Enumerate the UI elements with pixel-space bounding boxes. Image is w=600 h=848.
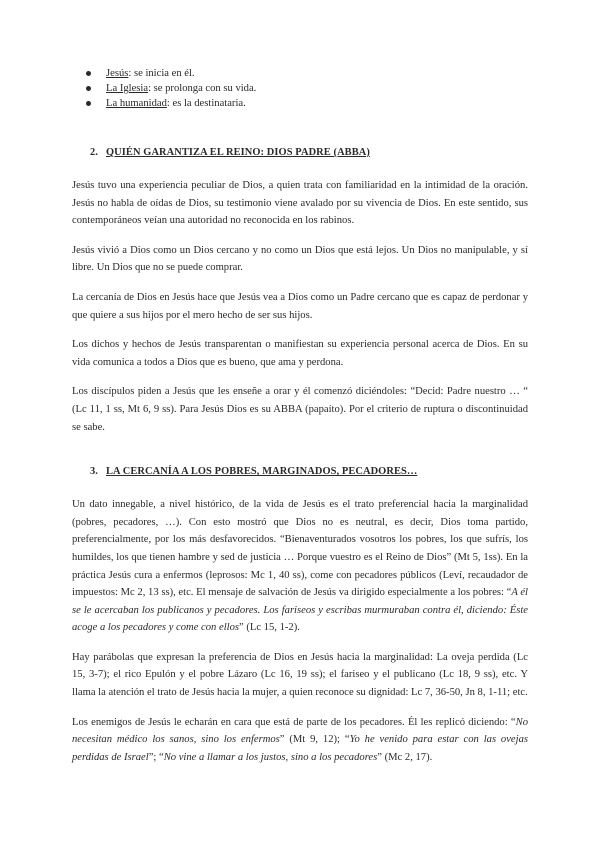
paragraph-text: Un dato innegable, a nivel histórico, de la vida de Jesús es el trato preferencial hacia la marginalidad (pobres, pecadores, …). Con esto mostró que Dios no es neutral, es decir, Dios toma partido, preferencialmente, por los más desfavorecidos. “Bienaventurados vosotros los pobres, los que sufrís, los humildes, los que tienen hambre y sed de justicia … Porque vuestro es el Reino de Dios” (Mt 5, 1ss). En la práctica Jesús cura a enfermos (leprosos: Mc 1, 40 ss), come con pecadores públicos (Leví, recaudador de impuestos: Mc 2, 13 ss), etc. El mensaje de salvación de Jesús va dirigido especialmente a los pobres: “ bbox=[72, 499, 528, 599]
section-title: QUIÉN GARANTIZA EL REINO: DIOS PADRE (ABBA) bbox=[106, 147, 370, 158]
bullet-term: La humanidad bbox=[106, 98, 167, 109]
quote-text: Yo he venido para estar con las ovejas perdidas de Israel bbox=[72, 734, 528, 763]
paragraph: Jesús tuvo una experiencia peculiar de Dios, a quien trata con familiaridad en la intimidad de la oración. Jesús no habla de oídas de Dios, su testimonio viene avalado por su vivencia de Dios. En este sentido, sus contemporáneos veían una autoridad no reconocida en los rabinos. bbox=[72, 180, 528, 227]
bullet-text: : se prolonga con su vida. bbox=[148, 83, 257, 94]
paragraph: La cercanía de Dios en Jesús hace que Jesús vea a Dios como un Padre cercano que es capaz de perdonar y que quiere a sus hijos por el mero hecho de ser sus hijos. bbox=[72, 291, 528, 321]
bullet-list bbox=[86, 66, 528, 111]
paragraph-text: ” (Mc 2, 17). bbox=[377, 751, 433, 763]
paragraph: Los dichos y hechos de Jesús transparentan o manifiestan su experiencia personal acerca de Dios. En su vida comunica a todos a Dios que es bueno, que ama y perdona. bbox=[72, 339, 528, 368]
bullet-text: : se inicia en él. bbox=[128, 68, 195, 79]
bullet-icon bbox=[86, 86, 91, 91]
section-title: LA CERCANÍA A LOS POBRES, MARGINADOS, PECADORES… bbox=[106, 466, 418, 478]
paragraph: Hay parábolas que expresan la preferencia de Dios en Jesús hacia la marginalidad: La oveja perdida (Lc 15, 3-7); el rico Epulón y el pobre Lázaro (Lc 16, 19 ss); el fariseo y el publicano (Lc 18, 9 ss), etc. Y llama la atención el trato de Jesús hacia la mujer, a quien reconoce su dignidad: Lc 7, 36-50, Jn 8, 1-11; etc. bbox=[72, 651, 528, 699]
paragraph-text: ” (Mt 9, 12); “ bbox=[279, 734, 350, 746]
bullet-text: : es la destinataria. bbox=[166, 98, 246, 109]
paragraph bbox=[72, 714, 528, 767]
paragraph-text: ” (Lc 15, 1-2). bbox=[239, 622, 300, 634]
section-heading-3 bbox=[72, 466, 528, 477]
list-item bbox=[86, 96, 528, 111]
paragraph-text: Los enemigos de Jesús le echarán en cara que está de parte de los pecadores. Él les replicó diciendo: “ bbox=[72, 716, 516, 728]
quote-text: No necesitan médico los sanos, sino los enfermos bbox=[72, 716, 528, 746]
section-number: 2. bbox=[90, 147, 98, 158]
list-item bbox=[86, 81, 528, 96]
bullet-icon bbox=[86, 71, 91, 76]
section-number: 3. bbox=[90, 466, 98, 478]
paragraph: Los discípulos piden a Jesús que les enseñe a orar y él comenzó diciéndoles: “Decid: Padre nuestro … “ (Lc 11, 1 ss, Mt 6, 9 ss). Para Jesús Dios es su ABBA (papaíto). Por el criterio de ruptura o discontinuidad se sabe. bbox=[72, 386, 528, 433]
paragraph bbox=[72, 496, 528, 637]
bullet-term: La Iglesia bbox=[106, 83, 149, 94]
bullet-term: Jesús bbox=[106, 68, 129, 79]
quote-text: A él se le acercaban los publicanos y pecadores. Los fariseos y escribas murmuraban contra él, diciendo: Éste acoge a los pecadores y come con ellos bbox=[72, 587, 528, 634]
bullet-icon bbox=[86, 101, 91, 106]
paragraph: Jesús vivió a Dios como un Dios cercano y no como un Dios que está lejos. Un Dios no manipulable, y sí libre. Un Dios que no se puede comprar. bbox=[72, 244, 528, 274]
section-heading-2 bbox=[72, 147, 528, 158]
paragraph-text: ”; “ bbox=[148, 751, 164, 763]
quote-text: No vine a llamar a los justos, sino a los pecadores bbox=[163, 751, 378, 763]
list-item bbox=[86, 66, 528, 81]
